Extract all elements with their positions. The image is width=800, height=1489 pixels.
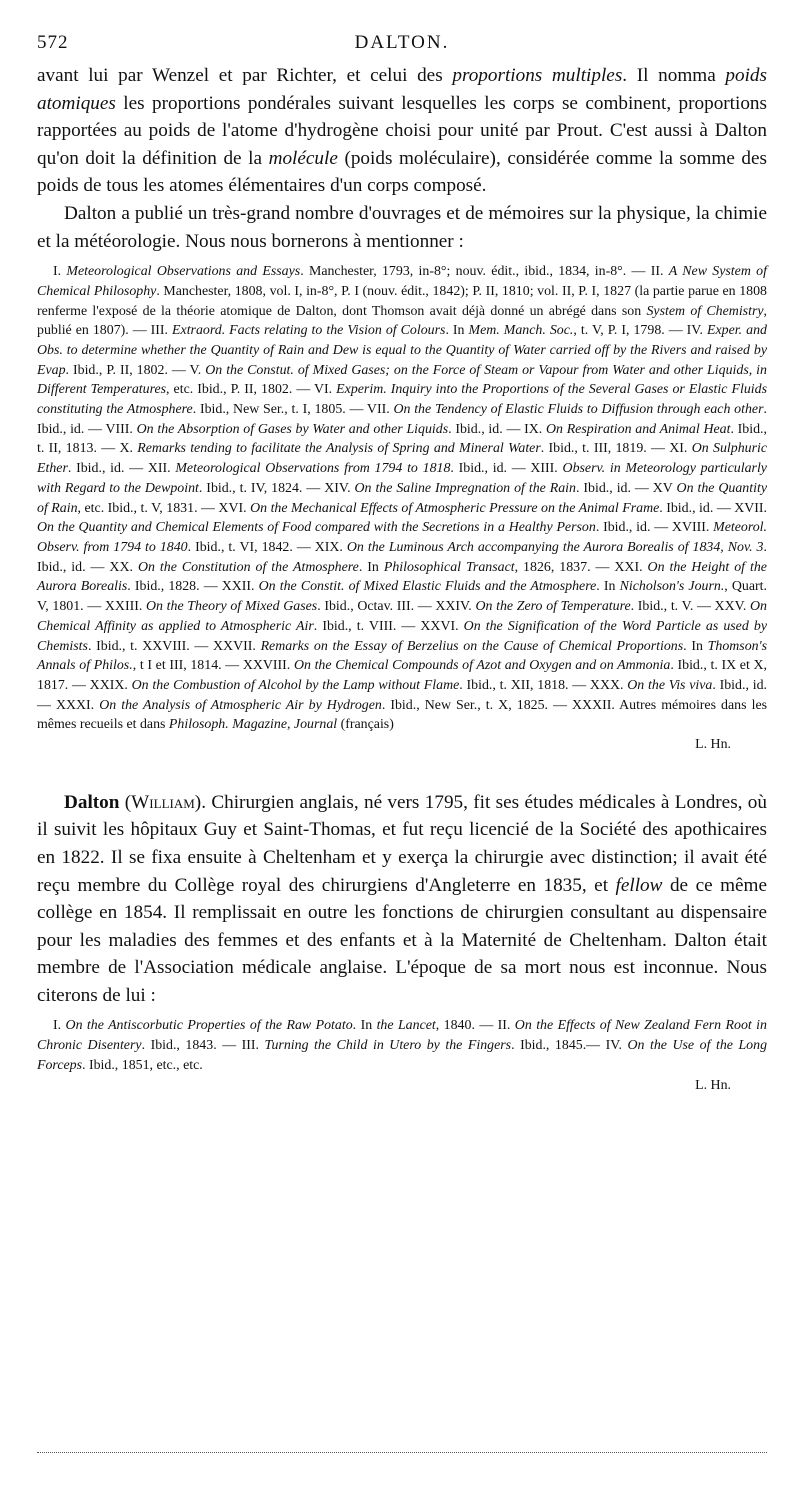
bib-text: . Ibid., t. XII, 1818. — XXX.	[459, 677, 628, 693]
bib-text: . In	[596, 579, 620, 595]
bib-title: On the Quantity and Chemical Elements of Food compared with the Secretions in a Healthy Person	[37, 520, 596, 536]
bib-title: Turning the Child in Utero by the Fingers	[264, 1038, 512, 1054]
italic-term: fellow	[615, 874, 663, 896]
bib-text: . Ibid., 1828. — XXII.	[127, 579, 259, 595]
bib-title: On the Height of the Aurora Borealis	[37, 559, 767, 595]
bibliography-dalton-john	[37, 262, 767, 735]
entry-forename: (William)	[124, 791, 202, 813]
bibliography-dalton-william	[37, 1016, 767, 1075]
bib-title: Extraord. Facts relating to the Vision of Colours	[172, 323, 446, 339]
bib-text: , 1826, 1837. — XXI.	[514, 559, 648, 575]
bib-title: On the Absorption of Gases by Water and other Liquids	[136, 421, 449, 437]
page-number: 572	[37, 32, 69, 53]
bib-title: Exper. and Obs. to determine whether the Quantity of Rain and Dew is equal to the Quantity of Water carried off by the Rivers and raised by Evap	[37, 323, 767, 378]
bib-title: On the Constit. of Mixed Elastic Fluids and the Atmosphere	[258, 579, 597, 595]
bib-text: , publié en 1807). — III.	[37, 303, 767, 339]
bib-title: On the Constut. of Mixed Gases; on the Force of Steam or Vapour from Water and other Liquids, in Different Temperatures	[37, 362, 767, 398]
bib-title: On the Tendency of Elastic Fluids to Diffusion through each other	[393, 402, 764, 418]
bib-title: On the Combustion of Alcohol by the Lamp without Flame	[131, 677, 460, 693]
bib-title: On the Luminous Arch accompanying the Aurora Borealis of 1834, Nov. 3	[346, 540, 764, 555]
bib-text: . Ibid., New Ser., t. X, 1825. — XXXII. Autres mémoires dans les mêmes recueils et dans	[37, 697, 768, 733]
bib-text: . Ibid., 1845.— IV.	[511, 1038, 628, 1054]
bib-text: . In	[683, 638, 708, 654]
bib-title: Mem. Manch. Soc.	[468, 323, 574, 339]
bib-title: On Sulphuric Ether	[37, 441, 768, 477]
text-run: les proportions pondérales suivant lesquelles les corps se combinent, proportions rapportées au poids de l'atome d'hydrogène choisi pour unité par Prout. C'est aussi à Dalton qu'on doit la définition de la	[37, 92, 767, 169]
bib-text: . Ibid., t. III, 1819. — XI.	[540, 441, 692, 457]
italic-term: proportions multiples	[452, 65, 623, 86]
footer-rule	[37, 1452, 767, 1453]
bib-title: On the Analysis of Atmospheric Air by Hydrogen	[99, 697, 382, 713]
bib-title: On the Quantity of Rain	[37, 480, 767, 516]
bib-title: On the Effects of New Zealand Fern Root in Chronic Disentery	[37, 1018, 767, 1054]
bib-title: Remarks on the Essay of Berzelius on the Cause of Chemical Proportions	[260, 638, 684, 654]
bib-text: . Ibid., t. VI, 1842. — XIX.	[187, 540, 347, 555]
bib-text: . Ibid., t. V. — XXV.	[630, 599, 751, 615]
bib-title: A New System of Chemical Philosophy	[37, 264, 767, 299]
bib-text: , t. V, P. I, 1798. — IV.	[573, 323, 708, 339]
bib-text: . Manchester, 1793, in-8°; nouv. édit., ibid., 1834, in-8°. — II.	[300, 264, 669, 280]
text-run: . Il nomma	[622, 65, 726, 86]
paragraph-biography	[37, 789, 767, 1010]
bib-text: . Ibid., id. — XVII.	[659, 500, 768, 516]
bib-text: , Quart. V, 1801. — XXIII.	[37, 579, 767, 615]
bib-text: (français)	[337, 717, 394, 733]
text-run: (poids moléculaire), considérée comme la somme des poids de tous les atomes élémentaires d'un corps composé.	[37, 147, 768, 197]
bib-text: . Ibid., id. — XXXI.	[37, 677, 767, 713]
bib-text: . Ibid., t. VIII. — XXVI.	[313, 618, 464, 634]
bib-title: the Lancet	[376, 1018, 436, 1034]
bib-title: System of Chemistry	[646, 303, 764, 319]
bib-text: , etc. Ibid., t. V, 1831. — XVI.	[77, 500, 251, 516]
bib-title: Philosoph. Magazine, Journal	[168, 717, 338, 733]
bib-text: . Ibid., Octav. III. — XXIV.	[317, 599, 476, 615]
bib-title: Observ. in Meteorology particularly with Regard to the Dewpoint	[37, 461, 767, 496]
paragraph-continuation	[37, 62, 767, 200]
author-signature: L. Hn.	[695, 1077, 731, 1093]
bib-title: On the Mechanical Effects of Atmospheric Pressure on the Animal Frame	[250, 500, 660, 516]
bib-title: Meteorol. Observ. from 1794 to 1840	[37, 520, 767, 555]
bib-title: Remarks tending to facilitate the Analysis of Spring and Mineral Water	[137, 441, 541, 457]
bib-title: On the Use of the Long Forceps	[37, 1038, 768, 1073]
bib-text: . Ibid., New Ser., t. I, 1805. — VII.	[192, 402, 394, 418]
bib-title: On the Saline Impregnation of the Rain	[354, 480, 576, 496]
bib-text: . Manchester, 1808, vol. I, in-8°, P. I (nouv. édit., 1842); P. II, 1810; vol. II, P. I, 1827 (la partie parue en 1808 renferme l'exposé de la théorie atomique de Dalton, dont Thomson avait déjà donné un abrégé dans son	[37, 283, 767, 319]
bib-title: Thomson's Annals of Philos.	[37, 638, 767, 674]
bib-title: Meteorological Observations from 1794 to 1818	[175, 461, 451, 477]
bib-text: . Ibid., id. — XX.	[37, 540, 767, 575]
bib-text: . Ibid., t. II, 1813. — X.	[37, 421, 768, 457]
bib-title: On the Chemical Compounds of Azot and Oxygen and on Ammonia	[293, 658, 671, 674]
bib-title: On the Vis viva	[627, 677, 713, 693]
bib-title: On the Zero of Temperature	[475, 599, 631, 615]
text-run: . Chirurgien anglais, né vers 1795, fit ses études médicales à Londres, où il suivit les hôpitaux Guy et Saint-Thomas, et fut reçu licencié de la Société des apothicaires en 1822. Il se fixa ensuite à Cheltenham et y exerça la chirurgie avec distinction; il avait été reçu membre du Collège royal des chirurgiens d'Angleterre en 1835, et	[37, 791, 767, 896]
bib-text: . Ibid., t. IX et X, 1817. — XXIX.	[37, 658, 767, 693]
bib-title: On the Theory of Mixed Gases	[146, 599, 318, 615]
bib-text: . Ibid., P. II, 1802. — V.	[65, 362, 206, 378]
text-run: avant lui par Wenzel et par Richter, et celui des	[37, 65, 453, 86]
bib-text: . Ibid., 1843. — III.	[141, 1038, 265, 1054]
bib-title: On the Constitution of the Atmosphere	[137, 559, 359, 575]
article-dalton-william	[37, 789, 767, 1010]
bib-title: On the Signification of the Word Particle as used by Chemists	[37, 618, 767, 654]
bib-text: I.	[53, 1018, 66, 1034]
running-head	[37, 28, 767, 62]
bib-text: . In	[358, 559, 384, 575]
bib-text: I.	[53, 264, 67, 280]
bib-text: . Ibid., id. — IX.	[448, 421, 546, 437]
article-dalton-john	[37, 62, 767, 255]
bib-text: . Ibid., t. XXVIII. — XXVII.	[87, 638, 261, 654]
bib-title: On the Antiscorbutic Properties of the Raw Potato	[65, 1018, 353, 1034]
italic-term: molécule	[268, 147, 338, 169]
bib-text: , etc. Ibid., P. II, 1802. — VI.	[166, 382, 337, 398]
bib-title: Meteorological Observations and Essays	[66, 264, 301, 280]
author-signature: L. Hn.	[695, 737, 731, 753]
bib-text: . Ibid., id. — VIII.	[37, 402, 767, 437]
bib-text: . In	[445, 323, 469, 339]
bib-title: Philosophical Transact	[383, 559, 515, 575]
bib-title: On Chemical Affinity as applied to Atmospheric Air	[37, 599, 767, 634]
bib-text: . Ibid., id. — XVIII.	[595, 520, 714, 536]
page-header-title: DALTON.	[354, 32, 450, 53]
bib-text: . Ibid., id. — XII.	[67, 461, 176, 477]
bib-text: . Ibid., id. — XV	[576, 480, 677, 496]
paragraph-works-intro: Dalton a publié un très-grand nombre d'ouvrages et de mémoires sur la physique, la chimie et la météorologie. Nous nous bornerons à mentionner :	[37, 202, 767, 252]
bib-title: On Respiration and Animal Heat	[545, 421, 731, 437]
bib-title: Experim. Inquiry into the Proportions of the Several Gases or Elastic Fluids constituting the Atmosphere	[37, 382, 767, 418]
bib-text: . Ibid., t. IV, 1824. — XIV.	[198, 480, 355, 496]
bib-text: . Ibid., 1851, etc., etc.	[82, 1057, 203, 1073]
entry-name: Dalton	[64, 791, 120, 813]
italic-term: poids atomiques	[37, 65, 767, 114]
bib-title: Nicholson's Journ.	[619, 579, 725, 595]
bib-text: , 1840. — II.	[435, 1018, 515, 1034]
text-run: de ce même collège en 1854. Il remplissait en outre les fonctions de chirurgien consultant au dispensaire pour les maladies des femmes et des enfants et à la Maternité de Cheltenham. Dalton était membre de l'Association médicale anglaise. L'époque de sa mort nous est inconnue. Nous citerons de lui :	[37, 874, 767, 1006]
bib-text: , t I et III, 1814. — XXVIII.	[132, 658, 294, 674]
bib-text: . In	[352, 1018, 377, 1034]
bib-text: . Ibid., id. — XIII.	[450, 461, 563, 477]
